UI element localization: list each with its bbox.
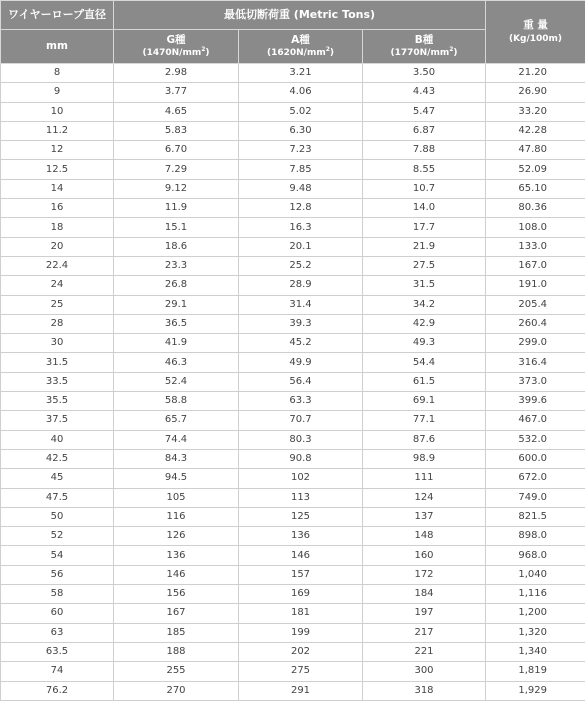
grade-g-cell: 116: [114, 507, 239, 526]
grade-a-cell: 4.06: [239, 83, 363, 102]
grade-a-cell: 125: [239, 507, 363, 526]
grade-a-cell: 49.9: [239, 353, 363, 372]
table-row: [1, 662, 585, 681]
weight-cell: 749.0: [486, 488, 585, 507]
diameter-cell: 18: [1, 218, 114, 237]
weight-cell: 80.36: [486, 199, 585, 218]
grade-a-cell: 16.3: [239, 218, 363, 237]
grade-g-cell: 185: [114, 623, 239, 642]
weight-cell: 133.0: [486, 237, 585, 256]
diameter-cell: 76.2: [1, 681, 114, 700]
table-row: [1, 276, 585, 295]
diameter-cell: 28: [1, 314, 114, 333]
table-row: [1, 411, 585, 430]
grade-g-cell: 6.70: [114, 141, 239, 160]
diameter-cell: 60: [1, 604, 114, 623]
diameter-cell: 31.5: [1, 353, 114, 372]
diameter-cell: 22.4: [1, 256, 114, 275]
table-row: [1, 334, 585, 353]
grade-b-cell: 34.2: [363, 295, 486, 314]
grade-g-cell: 4.65: [114, 102, 239, 121]
grade-a-cell: 157: [239, 565, 363, 584]
weight-cell: 1,929: [486, 681, 585, 700]
grade-a-cell: 275: [239, 662, 363, 681]
grade-b-cell: 14.0: [363, 199, 486, 218]
grade-a-cell: 146: [239, 546, 363, 565]
grade-a-strength-text: (1620N/mm: [267, 48, 326, 58]
grade-b-cell: 31.5: [363, 276, 486, 295]
grade-a-strength: [239, 47, 362, 58]
table-row: [1, 604, 585, 623]
weight-cell: 33.20: [486, 102, 585, 121]
grade-g-cell: 29.1: [114, 295, 239, 314]
grade-a-cell: 102: [239, 469, 363, 488]
weight-header: [486, 1, 585, 64]
table-row: [1, 488, 585, 507]
grade-a-cell: 70.7: [239, 411, 363, 430]
table-row: [1, 256, 585, 275]
diameter-cell: 45: [1, 469, 114, 488]
grade-g-cell: 74.4: [114, 430, 239, 449]
grade-a-cell: 5.02: [239, 102, 363, 121]
table-row: [1, 199, 585, 218]
grade-a-cell: 56.4: [239, 372, 363, 391]
grade-b-cell: 54.4: [363, 353, 486, 372]
diameter-cell: 52: [1, 527, 114, 546]
table-header: [1, 1, 585, 64]
weight-cell: 299.0: [486, 334, 585, 353]
grade-b-cell: 69.1: [363, 392, 486, 411]
table-row: [1, 430, 585, 449]
diameter-cell: 50: [1, 507, 114, 526]
grade-b-cell: 21.9: [363, 237, 486, 256]
grade-g-cell: 11.9: [114, 199, 239, 218]
table-row: [1, 681, 585, 700]
weight-label: 重 量: [486, 19, 585, 31]
weight-cell: 108.0: [486, 218, 585, 237]
diameter-cell: 74: [1, 662, 114, 681]
table-row: [1, 469, 585, 488]
table-row: [1, 237, 585, 256]
weight-cell: 821.5: [486, 507, 585, 526]
weight-cell: 26.90: [486, 83, 585, 102]
weight-unit: (Kg/100m): [486, 34, 585, 44]
table-row: [1, 565, 585, 584]
weight-cell: 191.0: [486, 276, 585, 295]
grade-b-cell: 111: [363, 469, 486, 488]
weight-cell: 47.80: [486, 141, 585, 160]
grade-g-cell: 18.6: [114, 237, 239, 256]
grade-b-cell: 172: [363, 565, 486, 584]
grade-g-cell: 36.5: [114, 314, 239, 333]
grade-g-cell: 15.1: [114, 218, 239, 237]
grade-a-cell: 7.85: [239, 160, 363, 179]
grade-b-label: B種: [363, 34, 485, 46]
table-row: [1, 295, 585, 314]
weight-cell: 1,200: [486, 604, 585, 623]
grade-b-cell: 77.1: [363, 411, 486, 430]
diameter-cell: 9: [1, 83, 114, 102]
weight-cell: 1,819: [486, 662, 585, 681]
grade-b-paren: ): [453, 48, 457, 58]
weight-cell: 1,116: [486, 585, 585, 604]
grade-g-cell: 41.9: [114, 334, 239, 353]
grade-g-cell: 126: [114, 527, 239, 546]
grade-b-cell: 5.47: [363, 102, 486, 121]
grade-b-cell: 49.3: [363, 334, 486, 353]
diameter-cell: 12.5: [1, 160, 114, 179]
grade-a-cell: 169: [239, 585, 363, 604]
diameter-cell: 56: [1, 565, 114, 584]
grade-a-cell: 25.2: [239, 256, 363, 275]
grade-a-cell: 12.8: [239, 199, 363, 218]
grade-a-paren: ): [330, 48, 334, 58]
table-row: [1, 141, 585, 160]
weight-cell: 21.20: [486, 64, 585, 83]
table-row: [1, 102, 585, 121]
grade-a-cell: 31.4: [239, 295, 363, 314]
weight-cell: 42.28: [486, 121, 585, 140]
grade-a-cell: 7.23: [239, 141, 363, 160]
grade-g-cell: 5.83: [114, 121, 239, 140]
grade-a-label: A種: [239, 34, 362, 46]
weight-cell: 898.0: [486, 527, 585, 546]
grade-b-cell: 17.7: [363, 218, 486, 237]
weight-cell: 52.09: [486, 160, 585, 179]
grade-g-cell: 46.3: [114, 353, 239, 372]
weight-cell: 373.0: [486, 372, 585, 391]
diameter-cell: 40: [1, 430, 114, 449]
weight-cell: 316.4: [486, 353, 585, 372]
weight-cell: 1,340: [486, 642, 585, 661]
diameter-cell: 33.5: [1, 372, 114, 391]
grade-b-strength: [363, 47, 485, 58]
diameter-cell: 63.5: [1, 642, 114, 661]
weight-cell: 260.4: [486, 314, 585, 333]
grade-a-cell: 202: [239, 642, 363, 661]
weight-cell: 532.0: [486, 430, 585, 449]
table-row: [1, 623, 585, 642]
grade-g-cell: 23.3: [114, 256, 239, 275]
grade-b-cell: 42.9: [363, 314, 486, 333]
weight-cell: 1,320: [486, 623, 585, 642]
grade-g-strength: [114, 47, 238, 58]
grade-b-cell: 318: [363, 681, 486, 700]
grade-g-cell: 2.98: [114, 64, 239, 83]
table-row: [1, 372, 585, 391]
weight-cell: 1,040: [486, 565, 585, 584]
grade-a-cell: 39.3: [239, 314, 363, 333]
grade-g-sup: 2: [201, 46, 205, 53]
diameter-cell: 12: [1, 141, 114, 160]
grade-b-cell: 148: [363, 527, 486, 546]
grade-b-cell: 160: [363, 546, 486, 565]
weight-cell: 167.0: [486, 256, 585, 275]
grade-b-cell: 137: [363, 507, 486, 526]
grade-a-cell: 136: [239, 527, 363, 546]
table-row: [1, 160, 585, 179]
grade-a-cell: 63.3: [239, 392, 363, 411]
grade-a-cell: 113: [239, 488, 363, 507]
grade-a-cell: 3.21: [239, 64, 363, 83]
diameter-cell: 54: [1, 546, 114, 565]
grade-a-cell: 28.9: [239, 276, 363, 295]
grade-g-cell: 136: [114, 546, 239, 565]
grade-a-cell: 6.30: [239, 121, 363, 140]
diameter-cell: 16: [1, 199, 114, 218]
grade-b-cell: 6.87: [363, 121, 486, 140]
weight-cell: 399.6: [486, 392, 585, 411]
diameter-cell: 30: [1, 334, 114, 353]
grade-a-cell: 199: [239, 623, 363, 642]
diameter-cell: 35.5: [1, 392, 114, 411]
grade-b-cell: 87.6: [363, 430, 486, 449]
diameter-cell: 11.2: [1, 121, 114, 140]
diameter-cell: 10: [1, 102, 114, 121]
diameter-cell: 20: [1, 237, 114, 256]
table-row: [1, 585, 585, 604]
grade-g-cell: 9.12: [114, 179, 239, 198]
grade-g-cell: 167: [114, 604, 239, 623]
diameter-unit-header: mm: [1, 30, 114, 64]
grade-b-cell: 98.9: [363, 449, 486, 468]
grade-b-cell: 27.5: [363, 256, 486, 275]
diameter-cell: 14: [1, 179, 114, 198]
grade-a-cell: 80.3: [239, 430, 363, 449]
grade-b-cell: 4.43: [363, 83, 486, 102]
table-row: [1, 527, 585, 546]
grade-g-cell: 7.29: [114, 160, 239, 179]
grade-a-cell: 9.48: [239, 179, 363, 198]
grade-g-cell: 26.8: [114, 276, 239, 295]
grade-a-cell: 181: [239, 604, 363, 623]
grade-b-cell: 300: [363, 662, 486, 681]
diameter-cell: 47.5: [1, 488, 114, 507]
grade-g-header: [114, 30, 239, 64]
table-row: [1, 392, 585, 411]
table-row: [1, 314, 585, 333]
table-row: [1, 353, 585, 372]
diameter-cell: 58: [1, 585, 114, 604]
diameter-cell: 37.5: [1, 411, 114, 430]
grade-g-cell: 52.4: [114, 372, 239, 391]
table-row: [1, 64, 585, 83]
grade-a-header: [239, 30, 363, 64]
grade-b-cell: 10.7: [363, 179, 486, 198]
grade-g-cell: 146: [114, 565, 239, 584]
grade-g-cell: 105: [114, 488, 239, 507]
grade-g-paren: ): [205, 48, 209, 58]
table-row: [1, 121, 585, 140]
grade-b-cell: 217: [363, 623, 486, 642]
breaking-load-header: 最低切断荷重 (Metric Tons): [114, 1, 486, 30]
grade-a-cell: 291: [239, 681, 363, 700]
weight-cell: 968.0: [486, 546, 585, 565]
table-row: [1, 449, 585, 468]
grade-b-cell: 197: [363, 604, 486, 623]
grade-g-cell: 94.5: [114, 469, 239, 488]
table-row: [1, 83, 585, 102]
diameter-cell: 24: [1, 276, 114, 295]
table-row: [1, 546, 585, 565]
grade-b-cell: 221: [363, 642, 486, 661]
grade-g-cell: 58.8: [114, 392, 239, 411]
grade-b-cell: 184: [363, 585, 486, 604]
grade-b-header: [363, 30, 486, 64]
diameter-cell: 8: [1, 64, 114, 83]
grade-a-cell: 90.8: [239, 449, 363, 468]
weight-cell: 467.0: [486, 411, 585, 430]
table-body: [1, 64, 585, 701]
table-row: [1, 218, 585, 237]
grade-g-cell: 156: [114, 585, 239, 604]
diameter-cell: 25: [1, 295, 114, 314]
table-row: [1, 507, 585, 526]
grade-g-label: G種: [114, 34, 238, 46]
weight-cell: 600.0: [486, 449, 585, 468]
diameter-header: ワイヤーロープ直径: [1, 1, 114, 30]
grade-g-strength-text: (1470N/mm: [142, 48, 201, 58]
diameter-cell: 63: [1, 623, 114, 642]
weight-cell: 205.4: [486, 295, 585, 314]
grade-a-cell: 45.2: [239, 334, 363, 353]
grade-b-strength-text: (1770N/mm: [390, 48, 449, 58]
grade-g-cell: 65.7: [114, 411, 239, 430]
diameter-cell: 42.5: [1, 449, 114, 468]
table-row: [1, 642, 585, 661]
grade-a-cell: 20.1: [239, 237, 363, 256]
grade-b-cell: 7.88: [363, 141, 486, 160]
grade-g-cell: 255: [114, 662, 239, 681]
grade-b-sup: 2: [449, 46, 453, 53]
weight-cell: 65.10: [486, 179, 585, 198]
grade-b-cell: 124: [363, 488, 486, 507]
grade-b-cell: 3.50: [363, 64, 486, 83]
table-row: [1, 179, 585, 198]
grade-a-sup: 2: [326, 46, 330, 53]
grade-b-cell: 8.55: [363, 160, 486, 179]
grade-g-cell: 3.77: [114, 83, 239, 102]
grade-b-cell: 61.5: [363, 372, 486, 391]
grade-g-cell: 188: [114, 642, 239, 661]
grade-g-cell: 84.3: [114, 449, 239, 468]
grade-g-cell: 270: [114, 681, 239, 700]
weight-cell: 672.0: [486, 469, 585, 488]
